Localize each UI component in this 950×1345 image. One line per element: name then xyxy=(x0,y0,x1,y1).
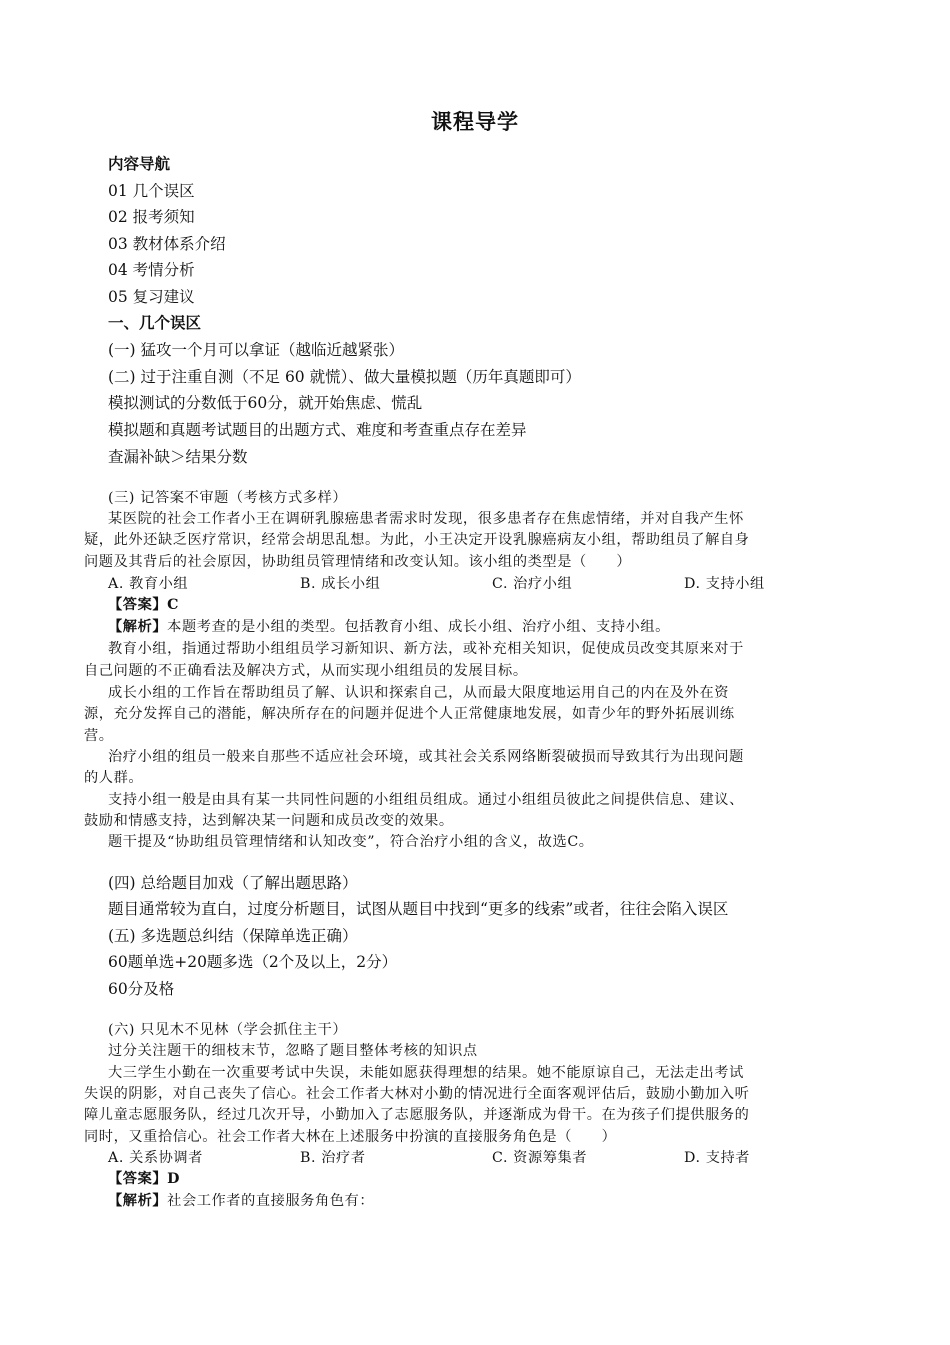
nav-item-3: 03 教材体系介绍 xyxy=(108,235,226,253)
q1-explain-4b: 鼓励和情感支持，达到解决某一问题和成员改变的效果。 xyxy=(84,813,454,829)
q2-stem-2: 失误的阴影，对自己丧失了信心。社会工作者大林对小勤的情况进行全面客观评估后，鼓励小勤加入听 xyxy=(84,1086,750,1102)
q1-answer: 【答案】C xyxy=(108,597,180,613)
section4-p1: 题目通常较为直白，过度分析题目，试图从题目中找到“更多的线索”或者，往往会陷入误区 xyxy=(108,900,729,918)
nav-item-1: 01 几个误区 xyxy=(108,182,195,200)
section4-heading: (四) 总给题目加戏（了解出题思路） xyxy=(108,874,358,892)
q2-heading: (六) 只见木不见林（学会抓住主干） xyxy=(108,1022,348,1038)
q2-intro: 过分关注题干的细枝末节，忽略了题目整体考核的知识点 xyxy=(108,1043,478,1059)
section1-p4: 模拟题和真题考试题目的出题方式、难度和考查重点存在差异 xyxy=(108,421,527,439)
q1-explain-4a: 支持小组一般是由具有某一共同性问题的小组组员组成。通过小组组员彼此之间提供信息、建议、 xyxy=(108,792,744,808)
q2-stem-3: 障儿童志愿服务队，经过几次开导，小勤加入了志愿服务队，并逐渐成为骨干。在为孩子们提供服务的 xyxy=(84,1107,750,1123)
q1-explain-2c: 营。 xyxy=(84,728,114,744)
q1-option-a: A. 教育小组 xyxy=(108,576,189,592)
q1-option-d: D. 支持小组 xyxy=(684,576,765,592)
q1-stem-3: 问题及其背后的社会原因，协助组员管理情绪和改变认知。该小组的类型是（ ） xyxy=(84,554,632,570)
nav-item-2: 02 报考须知 xyxy=(108,208,195,226)
nav-heading: 内容导航 xyxy=(108,154,171,173)
q1-heading: (三) 记答案不审题（考核方式多样） xyxy=(108,490,348,506)
q1-explain-1a: 教育小组，指通过帮助小组组员学习新知识、新方法，或补充相关知识，促使成员改变其原来对于 xyxy=(108,641,744,657)
section1-p5: 查漏补缺＞结果分数 xyxy=(108,448,248,466)
q1-option-c: C. 治疗小组 xyxy=(492,576,573,592)
section1-p1: (一) 猛攻一个月可以拿证（越临近越紧张） xyxy=(108,341,405,359)
q2-analysis: 【解析】社会工作者的直接服务角色有： xyxy=(108,1193,375,1209)
q1-explain-3a: 治疗小组的组员一般来自那些不适应社会环境，或其社会关系网络断裂破损而导致其行为出现问题 xyxy=(108,749,744,765)
section-heading-1: 一、几个误区 xyxy=(108,313,202,332)
section1-p3: 模拟测试的分数低于60分，就开始焦虑、慌乱 xyxy=(108,394,423,412)
section5-p1: 60题单选+20题多选（2个及以上，2分） xyxy=(108,953,398,971)
q1-analysis: 【解析】本题考查的是小组的类型。包括教育小组、成长小组、治疗小组、支持小组。 xyxy=(108,619,670,635)
q1-explain-5: 题干提及“协助组员管理情绪和认知改变”，符合治疗小组的含义，故选C。 xyxy=(108,834,594,850)
q1-explain-2b: 源，充分发挥自己的潜能，解决所存在的问题并促进个人正常健康地发展，如青少年的野外拓展训练 xyxy=(84,706,735,722)
q1-option-b: B. 成长小组 xyxy=(300,576,381,592)
q1-explain-3b: 的人群。 xyxy=(84,770,144,786)
nav-item-5: 05 复习建议 xyxy=(108,288,195,306)
q1-explain-1b: 自己问题的不正确看法及解决方式，从而实现小组组员的发展目标。 xyxy=(84,663,528,679)
q1-stem-2: 疑，此外还缺乏医疗常识，经常会胡思乱想。为此，小王决定开设乳腺癌病友小组，帮助组员了解自身 xyxy=(84,532,750,548)
section5-heading: (五) 多选题总纠结（保障单选正确） xyxy=(108,927,358,945)
q1-stem-1: 某医院的社会工作者小王在调研乳腺癌患者需求时发现，很多患者存在焦虑情绪，并对自我产生怀 xyxy=(108,511,744,527)
page-title: 课程导学 xyxy=(431,109,519,134)
q2-stem-4: 同时，又重拾信心。社会工作者大林在上述服务中扮演的直接服务角色是（ ） xyxy=(84,1129,617,1145)
q2-option-d: D. 支持者 xyxy=(684,1150,751,1166)
q2-answer: 【答案】D xyxy=(108,1171,181,1187)
section1-p2: (二) 过于注重自测（不足 60 就慌）、做大量模拟题（历年真题即可） xyxy=(108,368,581,386)
q2-option-c: C. 资源筹集者 xyxy=(492,1150,588,1166)
section5-p2: 60分及格 xyxy=(108,980,175,998)
q2-option-a: A. 关系协调者 xyxy=(108,1150,204,1166)
q2-option-b: B. 治疗者 xyxy=(300,1150,366,1166)
q1-explain-2a: 成长小组的工作旨在帮助组员了解、认识和探索自己，从而最大限度地运用自己的内在及外在资 xyxy=(108,685,730,701)
nav-item-4: 04 考情分析 xyxy=(108,261,195,279)
q2-stem-1: 大三学生小勤在一次重要考试中失误，未能如愿获得理想的结果。她不能原谅自己，无法走出考试 xyxy=(108,1065,744,1081)
